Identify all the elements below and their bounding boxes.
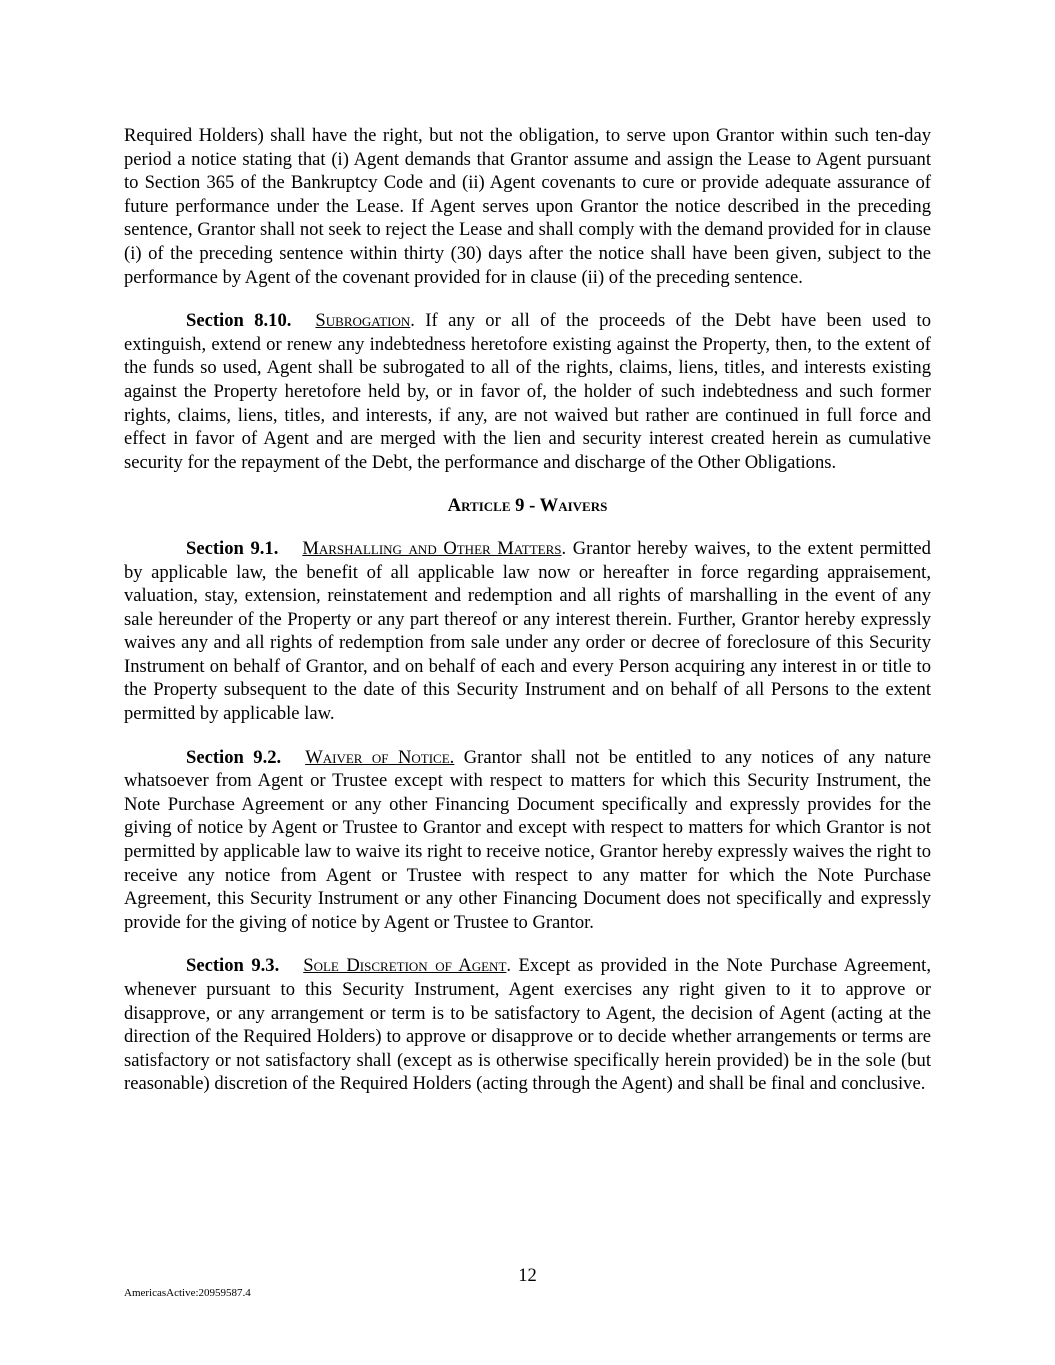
section-9-2 (124, 746, 931, 935)
section-label: Section 9.1. (186, 537, 279, 559)
section-label: Section 8.10. (186, 310, 292, 332)
document-id-footer: AmericasActive:20959587.4 (124, 1287, 251, 1299)
section-label: Section 9.3. (186, 955, 280, 977)
section-heading: Waiver of Notice. (305, 746, 455, 768)
section-label: Section 9.2. (186, 746, 282, 768)
page-number: 12 (518, 1265, 537, 1286)
section-text: . If any or all of the proceeds of the Debt have been used to extinguish, extend or renew any indebtedness heretofore existing against the Property, then, to the extent of the funds so used, Agent shall be subrogated to all of the rights, claims, liens, titles, and interests existing against the Property heretofore held by, or in favor of, the holder of such indebtedness and such former rights, claims, liens, titles, and interests, if any, are not waived but rather are continued in full force and effect in favor of Agent and are merged with the lien and security interest created herein as cumulative security for the repayment of the Debt, the performance and discharge of the Other Obligations. (124, 310, 931, 473)
section-text: . Except as provided in the Note Purchase Agreement, whenever pursuant to this Security Instrument, Agent exercises any right given to it to approve or disapprove, or any arrangement or term is to be satisfactory to Agent, the decision of Agent (acting at the direction of the Required Holders) to approve or disapprove or to decide whether arrangements or terms are satisfactory or not satisfactory shall (except as is otherwise specifically herein provided) be in the sole (but reasonable) discretion of the Required Holders (acting through the Agent) and shall be final and conclusive. (124, 955, 931, 1095)
continuation-paragraph: Required Holders) shall have the right, but not the obligation, to serve upon Grantor within such ten-day period a notice stating that (i) Agent demands that Grantor assume and assign the Lease to Agent pursuant to Section 365 of the Bankruptcy Code and (ii) Agent covenants to cure or provide adequate assurance of future performance under the Lease. If Agent serves upon Grantor the notice described in the preceding sentence, Grantor shall not seek to reject the Lease and shall comply with the demand provided for in clause (i) of the preceding sentence within thirty (30) days after the notice shall have been given, subject to the performance by Agent of the covenant provided for in clause (ii) of the preceding sentence. (124, 125, 931, 288)
document-body (124, 124, 931, 1116)
section-8-10 (124, 309, 931, 474)
article-title: Waivers (539, 495, 608, 517)
section-heading: Subrogation (315, 310, 411, 332)
section-9-3 (124, 954, 931, 1096)
section-heading: Marshalling and Other Matters (302, 537, 562, 559)
section-9-1 (124, 537, 931, 726)
section-text: . Grantor hereby waives, to the extent permitted by applicable law, the benefit of all applicable law now or hereafter in force regarding appraisement, valuation, stay, extension, reinstatement and redemption and all rights of marshalling in the event of any sale hereunder of the Property or any part thereof or any interest therein. Further, Grantor hereby expressly waives any and all rights of redemption from sale under any order or decree of foreclosure of this Security Instrument on behalf of Grantor, and on behalf of each and every Person acquiring any interest in or title to the Property subsequent to the date of this Security Instrument and on behalf of all Persons to the extent permitted by applicable law. (124, 537, 931, 725)
article-number: Article 9 - (447, 495, 540, 517)
article-heading (124, 494, 931, 518)
section-heading: Sole Discretion of Agent (303, 955, 507, 977)
section-text: Grantor shall not be entitled to any notices of any nature whatsoever from Agent or Trustee except with respect to matters for which this Security Instrument, the Note Purchase Agreement or any other Financing Document specifically and expressly provides for the giving of notice by Agent or Trustee to Grantor and except with respect to matters for which Grantor is not permitted by applicable law to waive its right to receive notice, Grantor hereby expressly waives the right to receive any notice from Agent or Trustee with respect to any matter for which the Note Purchase Agreement, this Security Instrument or any other Financing Document does not specifically and expressly provide for the giving of notice by Agent or Trustee to Grantor. (124, 746, 931, 933)
